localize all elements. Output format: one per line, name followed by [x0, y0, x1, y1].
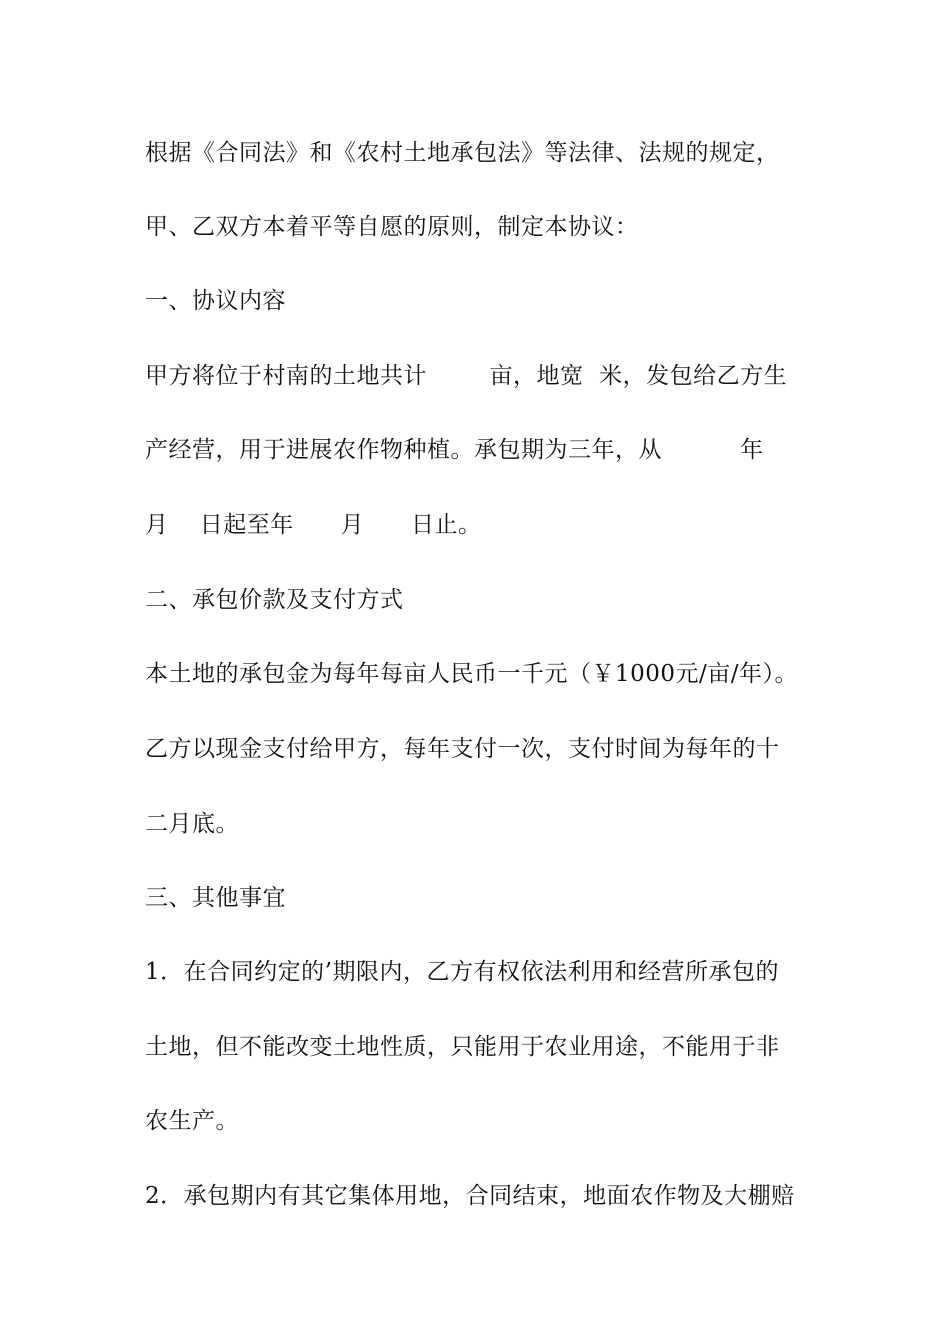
- clause-line: 2．承包期内有其它集体用地，合同结束，地面农作物及大棚赔: [145, 1183, 795, 1209]
- section-heading-2: 二、承包价款及支付方式: [145, 587, 404, 613]
- clause-line: 农生产。: [145, 1108, 239, 1134]
- intro-line-1: 根据《合同法》和《农村土地承包法》等法律、法规的规定，: [145, 140, 780, 166]
- paragraph-line: 月 日起至年 月 日止。: [145, 512, 482, 538]
- clause-line: 土地，但不能改变土地性质，只能用于农业用途，不能用于非: [145, 1034, 780, 1060]
- intro-line-2: 甲、乙双方本着平等自愿的原则，制定本协议：: [145, 214, 639, 240]
- section-heading-1: 一、协议内容: [145, 288, 286, 314]
- paragraph-line: 产经营，用于进展农作物种植。承包期为三年，从 年: [145, 437, 764, 463]
- section-heading-3: 三、其他事宜: [145, 885, 286, 911]
- paragraph-line: 本土地的承包金为每年每亩人民币一千元（￥1000元/亩/年）。: [145, 661, 799, 687]
- clause-line: 1．在合同约定的’期限内，乙方有权依法利用和经营所承包的: [145, 959, 779, 985]
- paragraph-line: 甲方将位于村南的土地共计 亩，地宽 米，发包给乙方生: [145, 363, 788, 389]
- paragraph-line: 二月底。: [145, 811, 239, 837]
- paragraph-line: 乙方以现金支付给甲方，每年支付一次，支付时间为每年的十: [145, 736, 780, 762]
